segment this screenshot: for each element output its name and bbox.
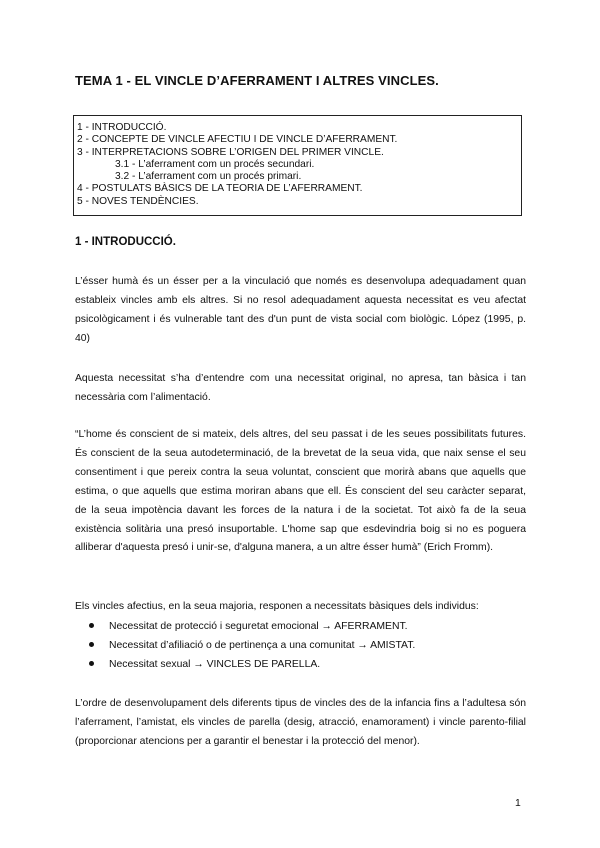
document-title: TEMA 1 - EL VINCLE D’AFERRAMENT I ALTRES VINCLES. [75, 73, 439, 88]
list-item [75, 655, 526, 674]
needs-list [75, 617, 526, 674]
paragraph: Aquesta necessitat s’ha d’entendre com una necessitat original, no apresa, tan bàsica i tan necessària com l’alimentació. [75, 373, 526, 403]
list-item [75, 636, 526, 655]
list-item-text: Necessitat de protecció i seguretat emocional → AFERRAMENT. [109, 621, 408, 632]
bullet-icon [89, 661, 94, 666]
quote-paragraph: “L’home és conscient de si mateix, dels altres, del seu passat i de les seues possibilitats futures. És conscient de la seua autodeterminació, de la brevetat de la seua vida, que naix sense el seu consentiment i que pereix contra la seua voluntat, conscient que morirà abans que aquells que estima, o que aquells que estima moriran abans que ell. És conscient del seu caràcter separat, de la seua impotència davant les forces de la natura i de la societat. Tot això fa de la seua existència solitària una presó insuportable. L'home sap que esdevindria boig si no es poguera alliberar d'aquesta presó i unir-se, d'alguna manera, a un altre ésser humà” (Erich Fromm). [75, 429, 526, 554]
list-item-text: Necessitat sexual → VINCLES DE PARELLA. [109, 659, 321, 670]
toc-subitem: 3.2 - L’aferrament com un procés primari. [115, 171, 302, 183]
bullet-icon [89, 623, 94, 628]
list-item-text: Necessitat d’afiliació o de pertinença a una comunitat → AMISTAT. [109, 640, 416, 651]
toc-subitem: 3.1 - L’aferrament com un procés secundari. [115, 158, 315, 170]
paragraph: Els vincles afectius, en la seua majoria, responen a necessitats bàsiques dels individus: [75, 601, 479, 612]
table-of-contents [73, 115, 522, 216]
toc-item: 2 - CONCEPTE DE VINCLE AFECTIU I DE VINCLE D’AFERRAMENT. [77, 134, 398, 146]
list-item [75, 617, 526, 636]
page-number: 1 [515, 798, 521, 809]
toc-item: 1 - INTRODUCCIÓ. [77, 122, 167, 133]
toc-item: 4 - POSTULATS BÀSICS DE LA TEORIA DE L’AFERRAMENT. [77, 183, 363, 195]
toc-item: 3 - INTERPRETACIONS SOBRE L’ORIGEN DEL PRIMER VINCLE. [77, 146, 384, 158]
toc-item: 5 - NOVES TENDÈNCIES. [77, 195, 199, 207]
paragraph: L’ésser humà és un ésser per a la vinculació que només es desenvolupa adequadament quan estableix vincles amb els altres. Si no resol adequadament aquesta necessitat es veu afectat psicològicament i és vulnerable tant des d'un punt de vista social com biològic. López (1995, p. 40) [75, 276, 526, 344]
section-heading: 1 - INTRODUCCIÓ. [75, 236, 176, 248]
paragraph: L’ordre de desenvolupament dels diferents tipus de vincles des de la infancia fins a l’adultesa són l’aferrament, l’amistat, els vincles de parella (desig, atracció, enamorament) i vincle parento-filial (proporcionar atencions per a garantir el benestar i la protecció del menor). [75, 698, 526, 747]
bullet-icon [89, 642, 94, 647]
